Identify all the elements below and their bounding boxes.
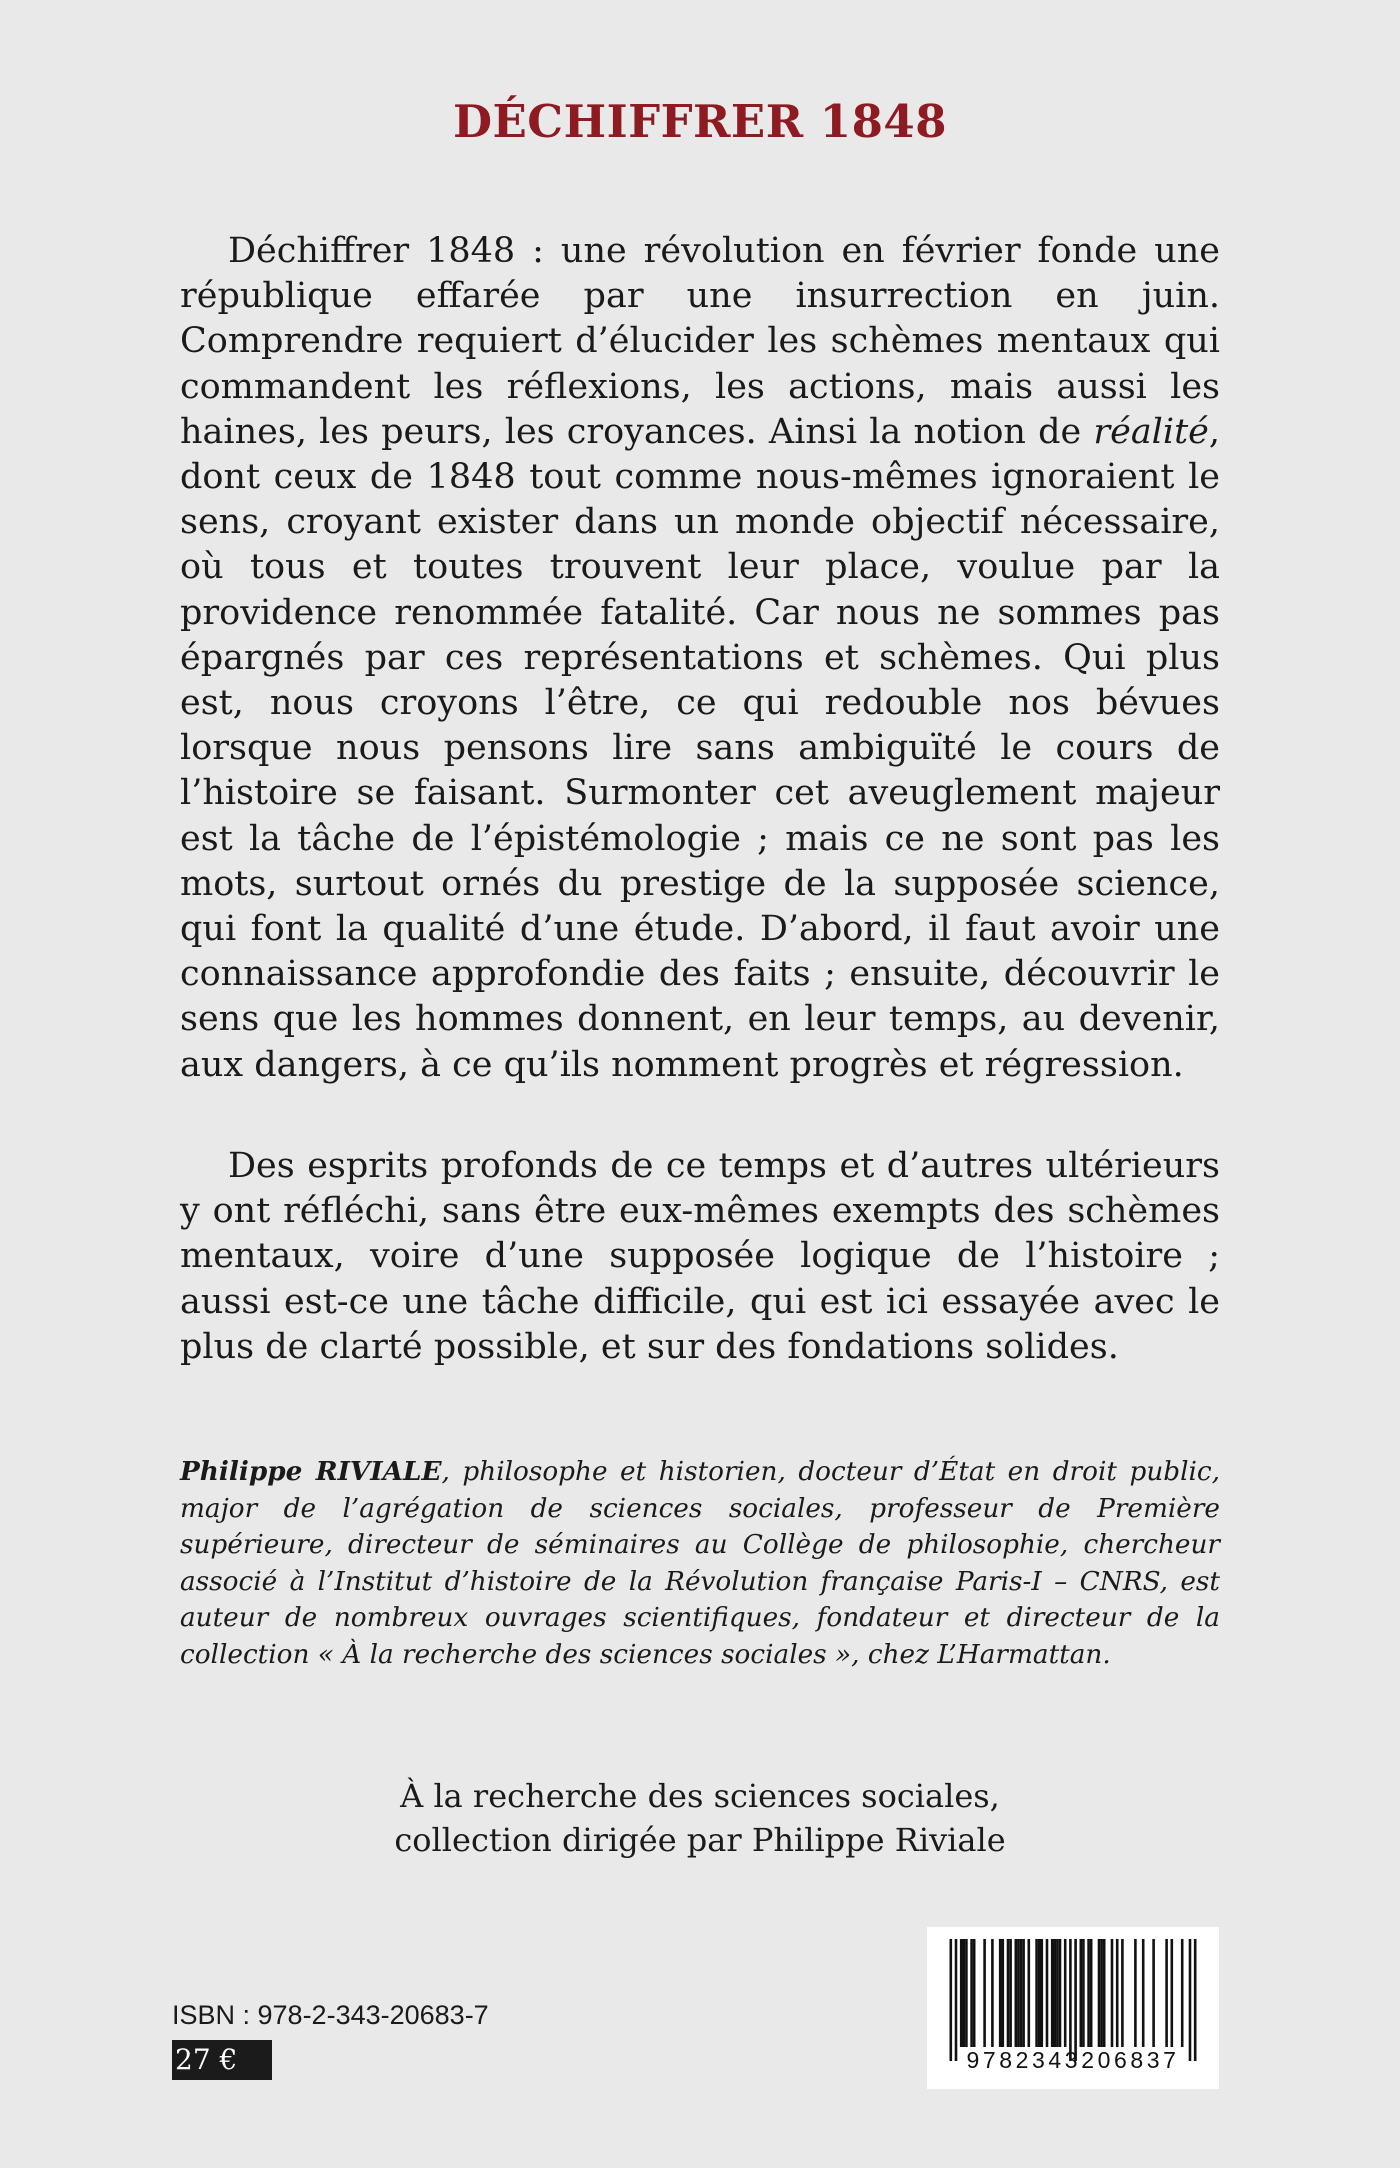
barcode-bar xyxy=(1165,1939,1168,2047)
barcode-bar xyxy=(1051,1939,1054,2047)
barcode-bar xyxy=(1054,1939,1057,2047)
barcode-bar xyxy=(1181,1939,1184,2047)
barcode-bar xyxy=(1142,1939,1145,2047)
barcode-bar xyxy=(1098,1939,1101,2047)
barcode-bar xyxy=(1082,1939,1085,2047)
barcode-bar xyxy=(1041,1939,1044,2047)
barcode-digits: 9782343206837 xyxy=(966,2047,1180,2073)
barcode-bar xyxy=(1080,1939,1083,2047)
barcode-bar xyxy=(1090,1939,1093,2047)
body-paragraph-1-emphasis: réalité xyxy=(1093,411,1209,452)
barcode-bar xyxy=(1111,1939,1114,2047)
barcode-bar xyxy=(1038,1939,1041,2047)
barcode-bar xyxy=(1152,1939,1155,2047)
barcode-bar xyxy=(1002,1939,1005,2047)
barcode-bar xyxy=(1022,1939,1025,2047)
author-bio xyxy=(180,1454,1220,1674)
barcode-bar xyxy=(1015,1939,1018,2047)
barcode-bar xyxy=(963,1939,966,2047)
barcode-bar xyxy=(970,1939,973,2047)
isbn-label: ISBN : 978-2-343-20683-7 xyxy=(172,2000,489,2030)
barcode-bar xyxy=(1020,1939,1023,2047)
author-bio-text: , philosophe et historien, docteur d’État en droit public, major de l’agrégation de sciences sociales, professeur de Première supérieure, directeur de séminaires au Collège de philosophie, chercheur associé à l’Institut d’histoire de la Révolution française Paris-I – CNRS, est auteur de nombreux ouvrages scientifiques, fondateur et directeur de la collection « À la recherche des sciences sociales », chez L’Harmattan. xyxy=(180,1457,1220,1670)
collection-line-1: À la recherche des sciences sociales, xyxy=(400,1777,1000,1815)
barcode-bar xyxy=(1035,1939,1038,2047)
body-paragraph-2-text: Des esprits profonds de ce temps et d’autres ultérieurs y ont réfléchi, sans être eux-mêmes exempts des schèmes mentaux, voire d’une supposée logique de l’histoire ; aussi est-ce une tâche difficile, qui est ici essayée avec le plus de clarté possible, et sur des fondations solides. xyxy=(180,1146,1220,1367)
barcode-bar xyxy=(1069,1939,1072,2061)
book-title: DÉCHIFFRER 1848 xyxy=(452,95,948,148)
barcode-bar xyxy=(1121,1939,1124,2047)
barcode-bar xyxy=(1017,1939,1020,2047)
author-name: Philippe RIVIALE xyxy=(180,1456,442,1487)
barcode-bar xyxy=(950,1939,953,2061)
barcode-bar xyxy=(1189,1939,1192,2061)
barcode-bar xyxy=(1171,1939,1174,2047)
barcode-bar xyxy=(955,1939,958,2061)
barcode-bar xyxy=(1007,1939,1010,2047)
barcode-bar xyxy=(1059,1939,1062,2047)
barcode-bar xyxy=(1087,1939,1090,2047)
barcode-bar xyxy=(1046,1939,1049,2047)
barcode-bar xyxy=(983,1939,986,2047)
collection-info xyxy=(0,1774,1400,1862)
barcode-bar xyxy=(960,1939,963,2047)
barcode-bar xyxy=(1116,1939,1119,2047)
body-paragraph-1-end: , dont ceux de 1848 tout comme nous-mêmes ignoraient le sens, croyant exister dans un monde objectif nécessaire, où tous et toutes trouvent leur place, voulue par la providence renommée fatalité. Car nous ne sommes pas épargnés par ces représentations et schèmes. Qui plus est, nous croyons l’être, ce qui redouble nos bévues lorsque nous pensons lire sans ambiguïté le cours de l’histoire se faisant. Surmonter cet aveuglement majeur est la tâche de l’épistémologie ; mais ce ne sont pas les mots, surtout ornés du prestige de la supposée science, qui font la qualité d’une étude. D’abord, il faut avoir une connaissance approfondie des faits ; ensuite, découvrir le sens que les hommes donnent, en leur temps, au devenir, aux dangers, à ce qu’ils nomment progrès et régression. xyxy=(180,411,1220,1085)
barcode-bar xyxy=(1103,1939,1106,2047)
body-paragraph-1-start: Déchiffrer 1848 : une révolution en février fonde une république effarée par une insurrection en juin. Comprendre requiert d’élucider les schèmes mentaux qui commandent les réflexions, les actions, mais aussi les haines, les peurs, les croyances. Ainsi la notion de xyxy=(180,231,1220,452)
barcode xyxy=(927,1927,1219,2089)
barcode-bar xyxy=(1009,1939,1012,2047)
barcode-bar xyxy=(1074,1939,1077,2061)
barcode-bar xyxy=(999,1939,1002,2047)
body-paragraph-2 xyxy=(180,1144,1220,1370)
barcode-bar xyxy=(1100,1939,1103,2047)
collection-line-2: collection dirigée par Philippe Riviale xyxy=(394,1821,1006,1859)
barcode-bar xyxy=(1028,1939,1031,2047)
barcode-bar xyxy=(973,1939,976,2047)
body-paragraph-1 xyxy=(180,229,1220,1088)
barcode-bar xyxy=(965,1939,968,2047)
barcode-bar xyxy=(1056,1939,1059,2047)
barcode-bar xyxy=(1194,1939,1197,2061)
barcode-bar xyxy=(991,1939,994,2047)
barcode-bar xyxy=(1134,1939,1137,2047)
price-tag: 27 € xyxy=(172,2040,272,2080)
barcode-bar xyxy=(1064,1939,1067,2047)
